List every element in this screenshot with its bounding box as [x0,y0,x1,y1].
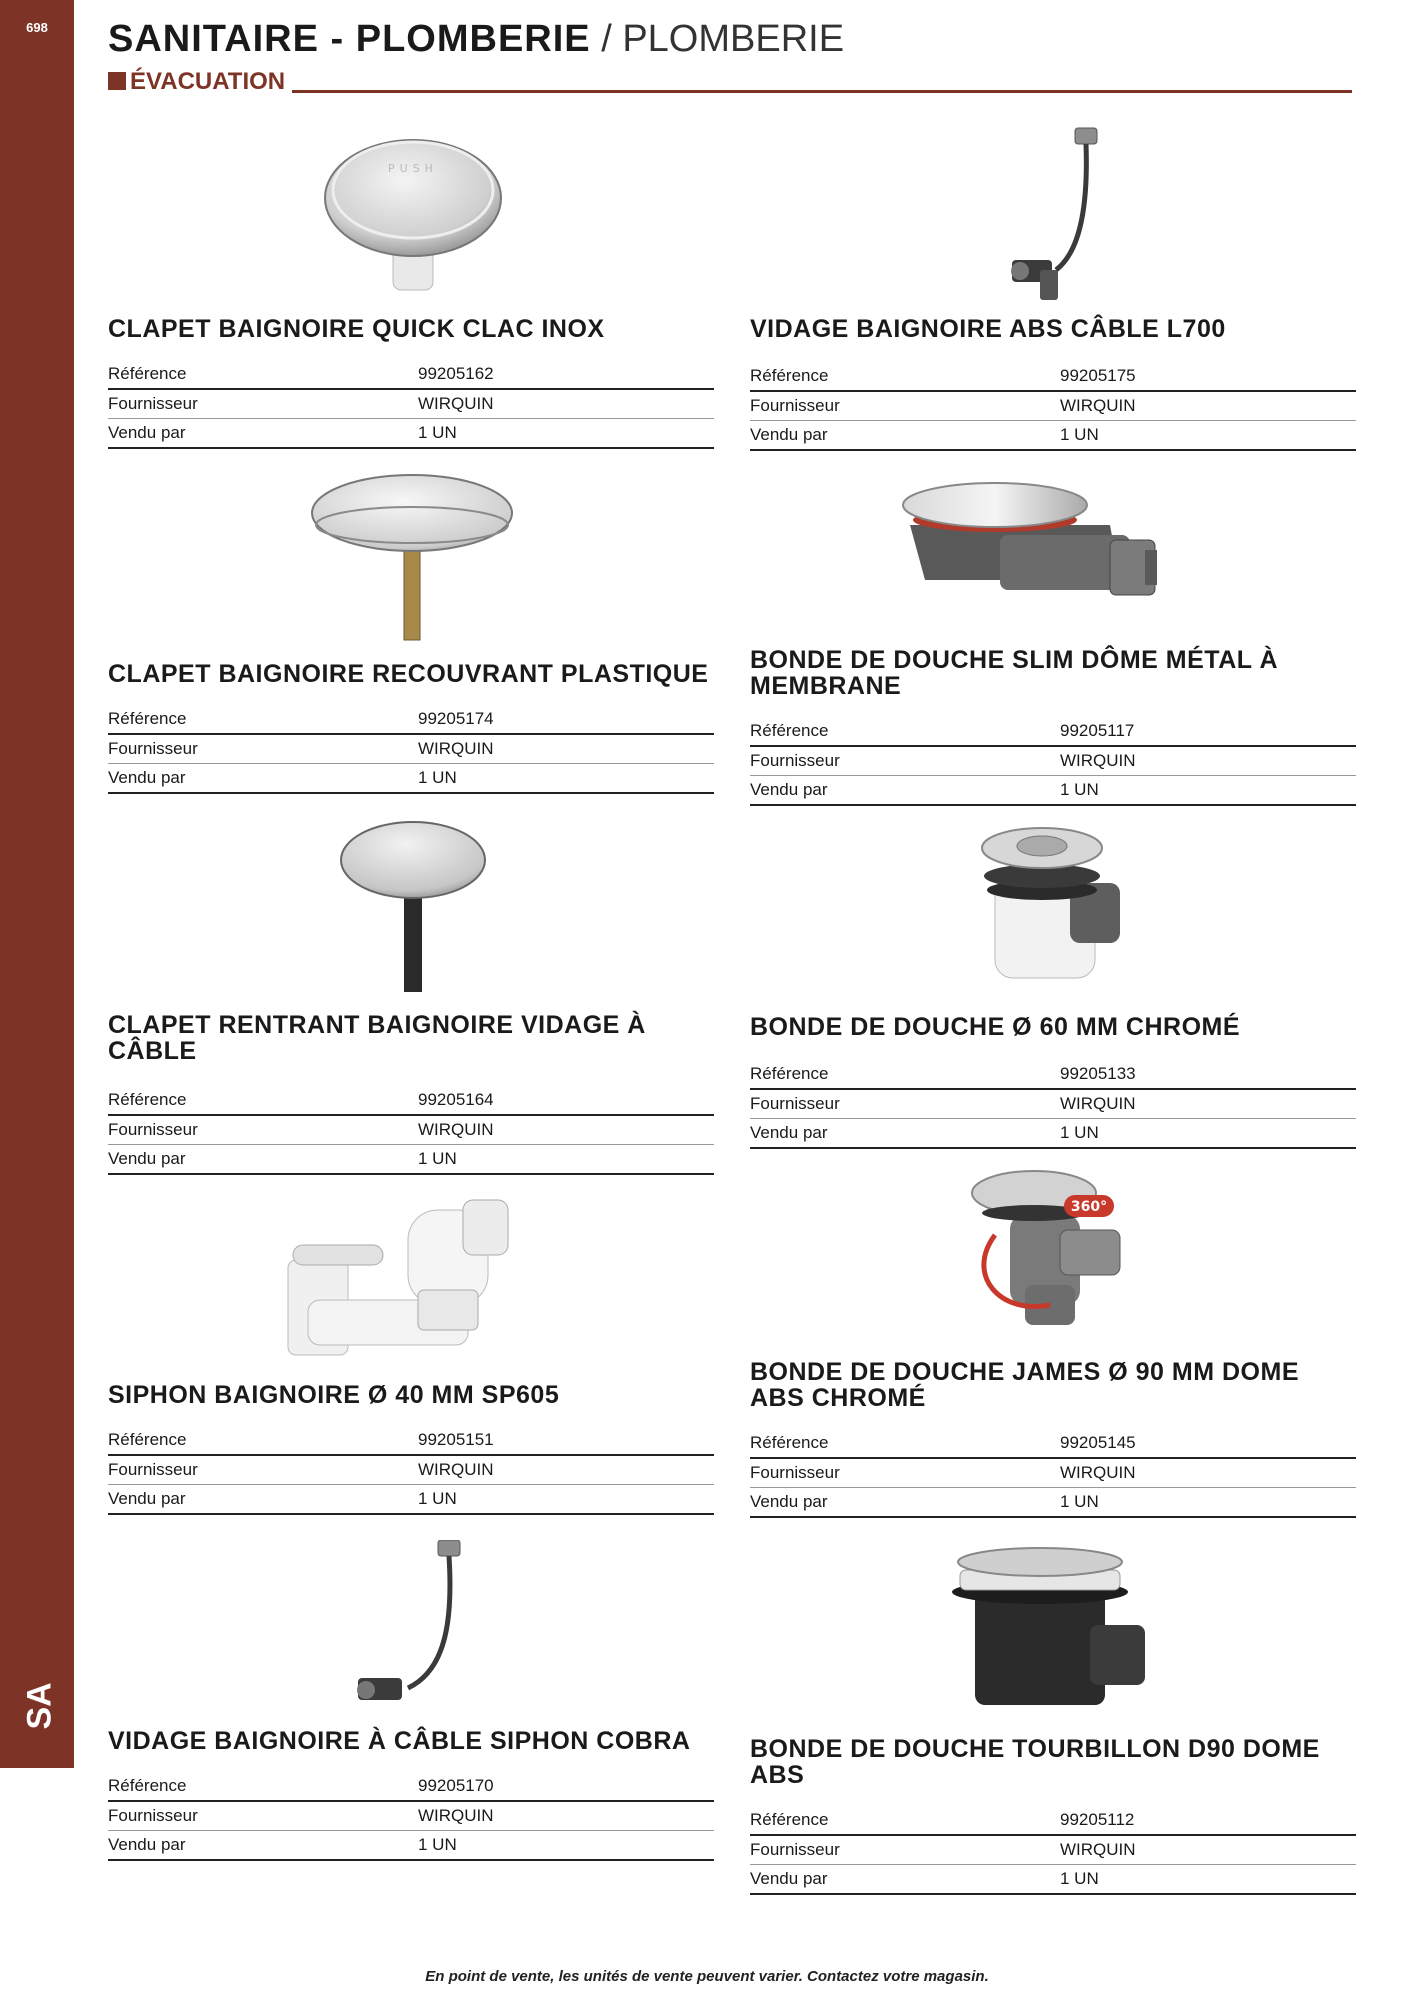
product-image-tourbillon-drain [750,1540,1356,1720]
product-card [750,1540,1356,1900]
spec-key: Vendu par [108,1831,418,1861]
section-title: ÉVACUATION [130,68,286,95]
spec-key: Fournisseur [108,389,418,419]
spec-key: Fournisseur [750,1458,1060,1488]
spec-key: Référence [750,717,1060,746]
spec-row [750,1458,1356,1488]
product-title: BONDE DE DOUCHE JAMES Ø 90 MM DOME ABS CHROMÉ [750,1358,1300,1412]
spec-row [108,1485,714,1515]
product-image-cable-drain [750,120,1356,310]
product-card [750,818,1356,1158]
spec-value: WIRQUIN [1060,391,1356,421]
spec-row [108,1831,714,1861]
spec-key: Fournisseur [750,1089,1060,1119]
spec-value: WIRQUIN [418,1455,714,1485]
product-card [108,465,714,805]
spec-row [108,764,714,794]
push-label: PUSH [388,162,438,175]
product-title: VIDAGE BAIGNOIRE À CÂBLE SIPHON COBRA [108,1727,691,1755]
product-card [108,1540,714,1880]
spec-value: WIRQUIN [418,389,714,419]
spec-key: Vendu par [750,776,1060,806]
spec-value: WIRQUIN [418,734,714,764]
spec-key: Vendu par [108,764,418,794]
spec-value: 99205170 [418,1772,714,1801]
spec-table [750,362,1356,451]
product-card [750,1165,1356,1525]
spec-row [750,1089,1356,1119]
spec-value: WIRQUIN [1060,1458,1356,1488]
spec-row [108,1801,714,1831]
spec-row [750,1488,1356,1518]
spec-key: Fournisseur [108,1115,418,1145]
spec-row [750,1429,1356,1458]
spec-value: WIRQUIN [418,1115,714,1145]
spec-row [750,1119,1356,1149]
spec-row [108,705,714,734]
spec-value: WIRQUIN [1060,746,1356,776]
page-title [108,18,844,61]
section-header [108,68,1352,98]
product-card [750,465,1356,815]
spec-key: Fournisseur [750,1835,1060,1865]
spec-row [108,389,714,419]
spec-key: Vendu par [750,1865,1060,1895]
spec-row [108,734,714,764]
spec-key: Référence [750,362,1060,391]
spec-row [750,1060,1356,1089]
product-image-slim-shower-drain [750,465,1356,635]
product-card [750,120,1356,460]
spec-key: Fournisseur [108,1801,418,1831]
section-rule [292,90,1352,93]
spec-row [750,776,1356,806]
spec-table [108,360,714,449]
spec-value: 99205112 [1060,1806,1356,1835]
product-title: CLAPET BAIGNOIRE QUICK CLAC INOX [108,315,605,343]
spec-value: 1 UN [418,1485,714,1515]
spec-row [750,362,1356,391]
product-image-bath-siphon [108,1190,714,1370]
product-title: VIDAGE BAIGNOIRE ABS CÂBLE L700 [750,315,1226,343]
rotation-badge: 360° [1070,1199,1108,1215]
spec-value: 1 UN [418,419,714,449]
spec-value: 99205133 [1060,1060,1356,1089]
spec-value: 99205162 [418,360,714,389]
footer-note: En point de vente, les unités de vente peuvent varier. Contactez votre magasin. [425,1968,989,1985]
spec-value: 1 UN [1060,776,1356,806]
spec-row [750,746,1356,776]
spec-row [108,1772,714,1801]
spec-row [750,1835,1356,1865]
product-image-cover-plug [108,465,714,645]
spec-value: 1 UN [418,1831,714,1861]
spec-row [108,1086,714,1115]
page-number: 698 [26,20,48,35]
spec-key: Vendu par [108,1145,418,1175]
spec-key: Référence [750,1806,1060,1835]
spec-key: Référence [108,1772,418,1801]
page-title-sub: / PLOMBERIE [590,18,845,60]
spec-value: 99205164 [418,1086,714,1115]
spec-table [108,1086,714,1175]
product-image-james-drain [750,1165,1356,1335]
side-tab [0,0,74,1768]
spec-table [108,1772,714,1861]
spec-key: Fournisseur [108,734,418,764]
spec-row [750,391,1356,421]
spec-value: 99205117 [1060,717,1356,746]
spec-row [108,1115,714,1145]
spec-row [108,1426,714,1455]
spec-key: Référence [108,1086,418,1115]
spec-value: 1 UN [1060,1865,1356,1895]
spec-value: WIRQUIN [1060,1089,1356,1119]
spec-row [750,1806,1356,1835]
product-image-retracting-plug [108,812,714,992]
product-title: CLAPET BAIGNOIRE RECOUVRANT PLASTIQUE [108,660,709,688]
spec-value: WIRQUIN [1060,1835,1356,1865]
product-image-quick-clac [108,120,714,310]
spec-table [108,705,714,794]
spec-table [108,1426,714,1515]
spec-table [750,1429,1356,1518]
product-title: BONDE DE DOUCHE TOURBILLON D90 DOME ABS [750,1735,1320,1789]
spec-row [108,419,714,449]
product-title: BONDE DE DOUCHE Ø 60 MM CHROMÉ [750,1013,1241,1041]
spec-table [750,1806,1356,1895]
spec-key: Référence [108,1426,418,1455]
spec-row [108,360,714,389]
spec-key: Fournisseur [750,391,1060,421]
spec-value: 99205151 [418,1426,714,1455]
spec-row [750,421,1356,451]
spec-value: 1 UN [1060,421,1356,451]
spec-key: Fournisseur [750,746,1060,776]
spec-row [750,1865,1356,1895]
spec-value: 1 UN [418,1145,714,1175]
product-image-60mm-drain [750,818,1356,998]
spec-key: Vendu par [108,419,418,449]
product-title: CLAPET RENTRANT BAIGNOIRE VIDAGE À CÂBLE [108,1011,646,1065]
spec-value: WIRQUIN [418,1801,714,1831]
section-square [108,72,126,90]
spec-key: Référence [108,705,418,734]
side-section-code: SA [20,1682,59,1730]
spec-row [750,717,1356,746]
spec-key: Référence [750,1060,1060,1089]
page-title-main: SANITAIRE - PLOMBERIE [108,18,591,60]
product-card [108,812,714,1172]
spec-value: 1 UN [1060,1488,1356,1518]
spec-key: Vendu par [750,1488,1060,1518]
spec-table [750,1060,1356,1149]
spec-key: Fournisseur [108,1455,418,1485]
product-image-cobra-drain [108,1540,714,1710]
spec-value: 1 UN [418,764,714,794]
product-title: BONDE DE DOUCHE SLIM DÔME MÉTAL À MEMBRANE [750,646,1279,700]
spec-key: Vendu par [108,1485,418,1515]
spec-row [108,1455,714,1485]
product-card [108,1190,714,1530]
product-title: SIPHON BAIGNOIRE Ø 40 MM SP605 [108,1381,560,1409]
spec-row [108,1145,714,1175]
spec-value: 1 UN [1060,1119,1356,1149]
spec-key: Vendu par [750,421,1060,451]
spec-value: 99205174 [418,705,714,734]
spec-value: 99205145 [1060,1429,1356,1458]
spec-key: Référence [108,360,418,389]
spec-table [750,717,1356,806]
spec-value: 99205175 [1060,362,1356,391]
product-card [108,120,714,460]
spec-key: Référence [750,1429,1060,1458]
spec-key: Vendu par [750,1119,1060,1149]
